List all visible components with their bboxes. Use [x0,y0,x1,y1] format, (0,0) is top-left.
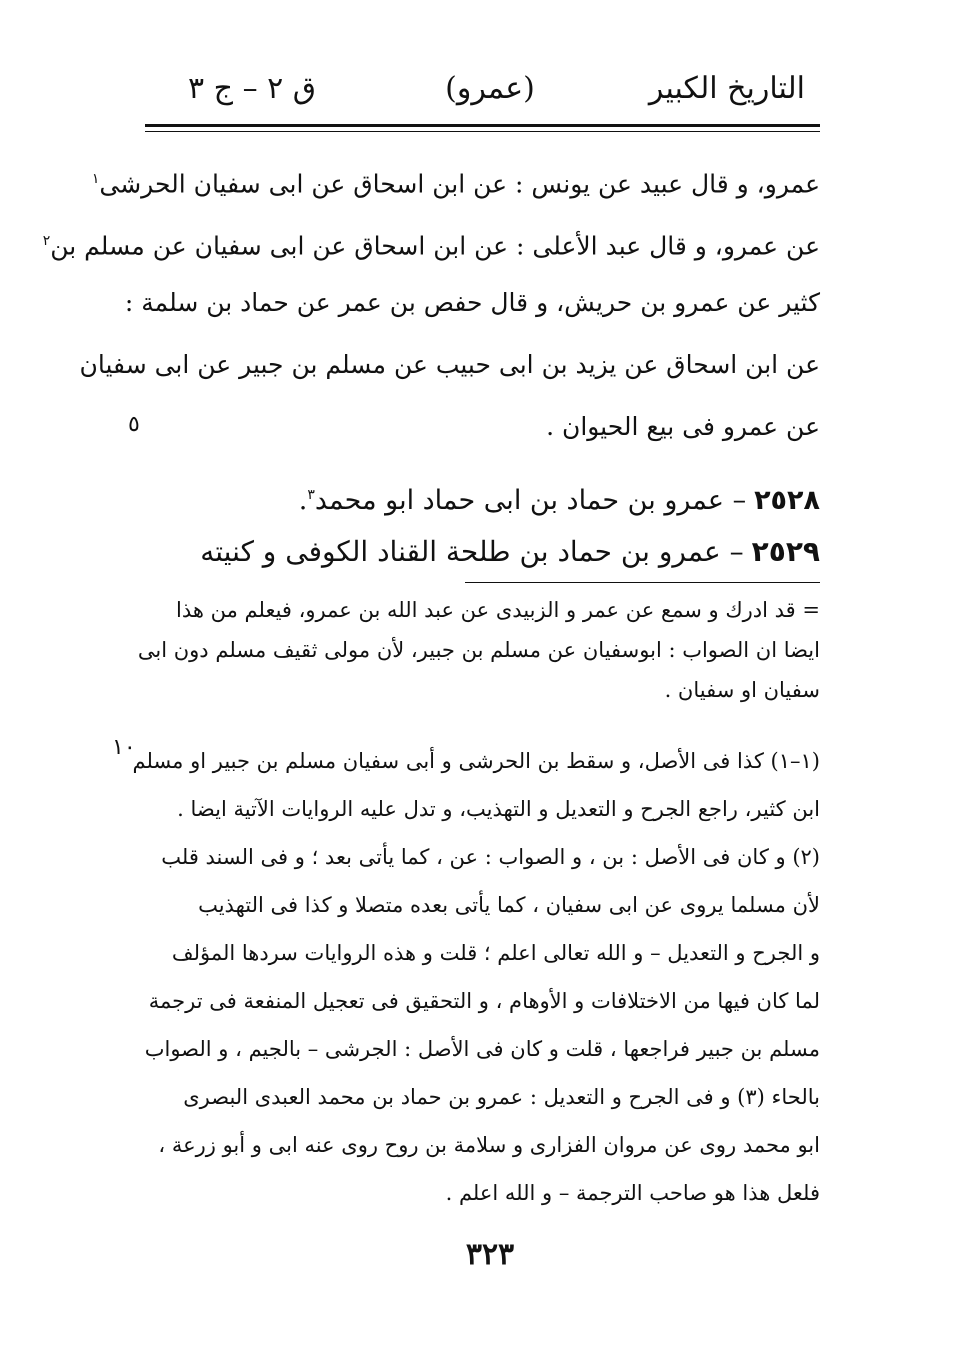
entry-text: – عمرو بن حماد بن ابى حماد ابو محمد [314,485,747,516]
note-line: مسلم بن جبير فراجعها ، قلت و كان فى الأصل : الجرشى – بالجيم ، و الصواب [144,1037,820,1061]
entry-text: – عمرو بن حماد بن طلحة القناد الكوفى و كنيته [200,535,744,568]
note-line: ابو محمد روى عن مروان الفزارى و سلامة بن روح روى عنه ابى و أبو زرعة ، [158,1133,820,1157]
continued-footnote [130,590,820,710]
entry-number: ٢٥٢٩ [751,535,820,568]
footnote-separator [465,582,820,583]
footnotes [130,737,820,1217]
entry-2529 [130,526,820,578]
page-number: ٣٢٣ [465,1237,515,1272]
note-line: بالحاء (٣) و فى الجرح و التعديل : عمرو بن حماد بن محمد العبدى البصرى [183,1085,820,1109]
text-line: كثير عن عمرو بن حريش، و قال حفص بن عمر عن حماد بن سلمة : [124,288,820,317]
text-line: عمرو، و قال عبيد عن يونس : عن ابن اسحاق عن ابى سفيان الحرشى$^١$ [91,169,820,199]
footnote-marker: ٢ [42,233,51,249]
note-line: فلعل هذا هو صاحب الترجمة – و الله اعلم . [445,1181,820,1205]
note-line: ايضا ان الصواب : ابوسفيان عن مسلم بن جبير، لأن مولى ثقيف مسلم دون ابى [137,638,820,662]
entry-2528: ٢٥٢٨– عمرو بن حماد بن ابى حماد ابو محمد$^٣$. [298,485,820,516]
entry-number: ٢٥٢٨ [754,485,820,516]
note-line: (١–١) كذا فى الأصل، و سقط بن الحرشى و أبى سفيان مسلم بن جبير او مسلم [132,749,820,773]
line-number-5: ٥ [128,412,140,437]
note-line: (٢) و كان فى الأصل : بن ، و الصواب : عن ، كما يأتى بعد ؛ و فى السند قلب [161,845,820,869]
note-line: ابن كثير، راجع الجرح و التعديل و التهذيب، و تدل عليه الروايات الآتية ايضا . [177,797,820,821]
line-number-10: ١٠ [112,735,136,760]
running-section: (عمرو) [445,71,535,106]
running-volume: ق ٢ – ج ٣ [188,71,317,106]
footnote-marker: ١ [91,171,100,187]
note-line: = قد ادرك و سمع عن عمر و الزبيدى عن عبد الله بن عمرو، فيعلم من هذا [176,598,820,622]
note-line: لما كان فيها من الاختلافات و الأوهام ، و التحقيق فى تعجيل المنفعة فى ترجمة [148,989,820,1013]
main-text [42,148,820,458]
running-title: التاريخ الكبير [648,71,805,106]
note-line: سفيان او سفيان . [664,678,820,702]
text-line: عن عمرو فى بيع الحيوان . [546,412,820,441]
footnote-marker: ٣ [307,487,315,503]
header-rule-thin [145,131,820,132]
text-line: عن عمرو، و قال عبد الأعلى : عن ابن اسحاق عن ابى سفيان عن مسلم بن$^٢$ [42,231,820,261]
header-rule-thick [145,124,820,127]
note-line: و الجرح و التعديل – و الله تعالى اعلم ؛ قلت و هذه الروايات سردها المؤلف [171,941,820,965]
note-line: لأن مسلما يروى عن ابى سفيان ، كما يأتى بعده متصلا و كذا فى التهذيب [198,893,820,917]
text-line: عن ابن اسحاق عن يزيد بن ابى حبيب عن مسلم بن جبير عن ابى سفيان [79,350,820,379]
